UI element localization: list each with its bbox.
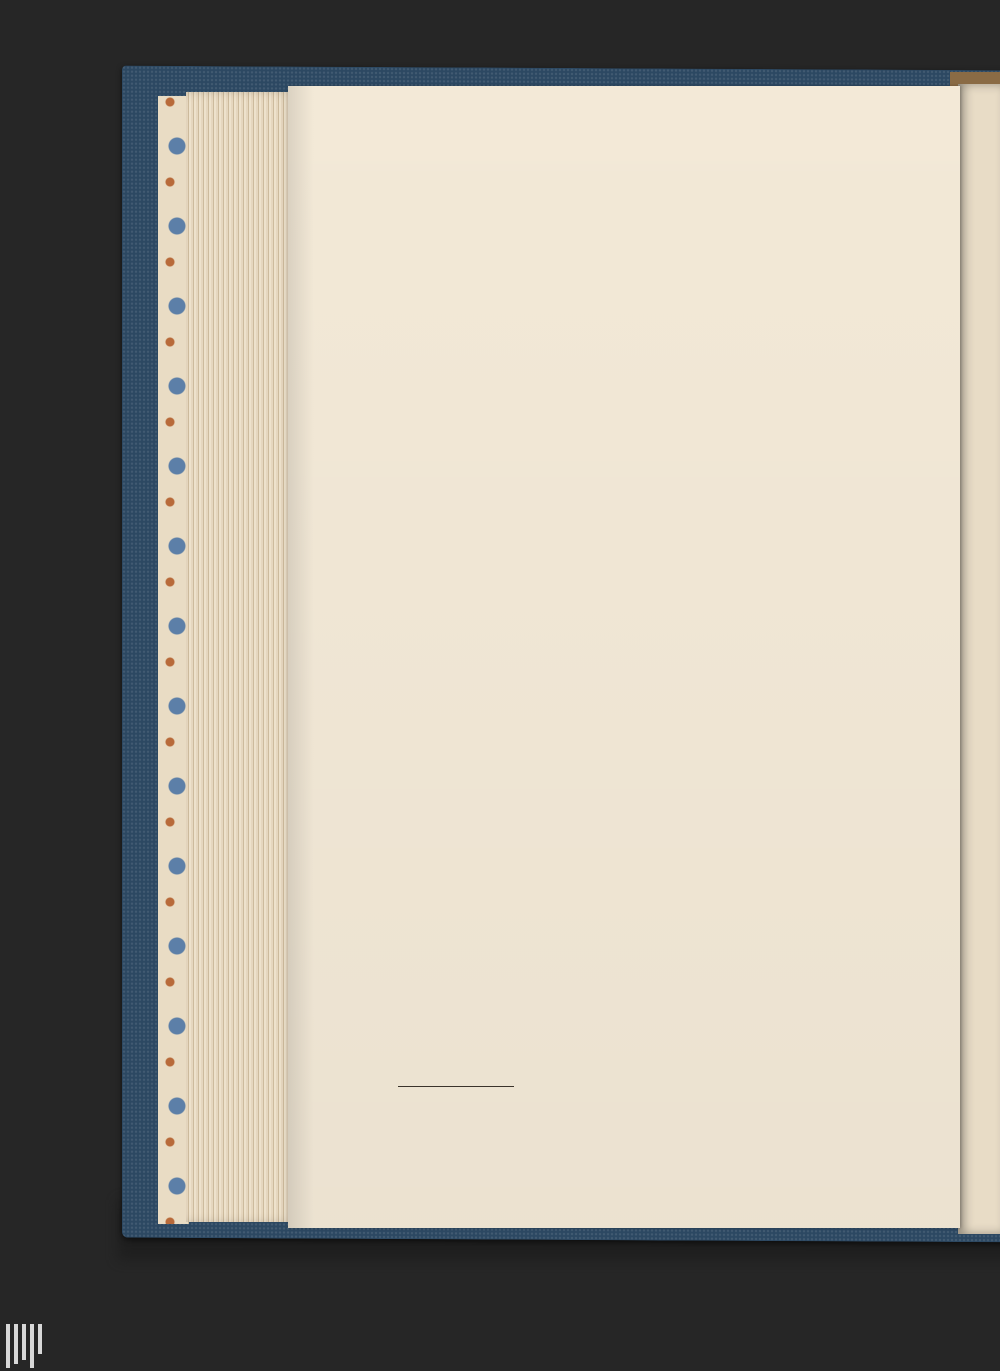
footnote-rule xyxy=(398,1086,514,1087)
page-block-edge xyxy=(186,92,294,1222)
floral-endpaper xyxy=(158,96,189,1224)
facing-page-edge xyxy=(958,84,1000,1234)
book-page xyxy=(288,86,960,1228)
page-header xyxy=(398,170,944,204)
library-logo xyxy=(0,1316,200,1371)
library-logo-icon xyxy=(6,1324,48,1368)
